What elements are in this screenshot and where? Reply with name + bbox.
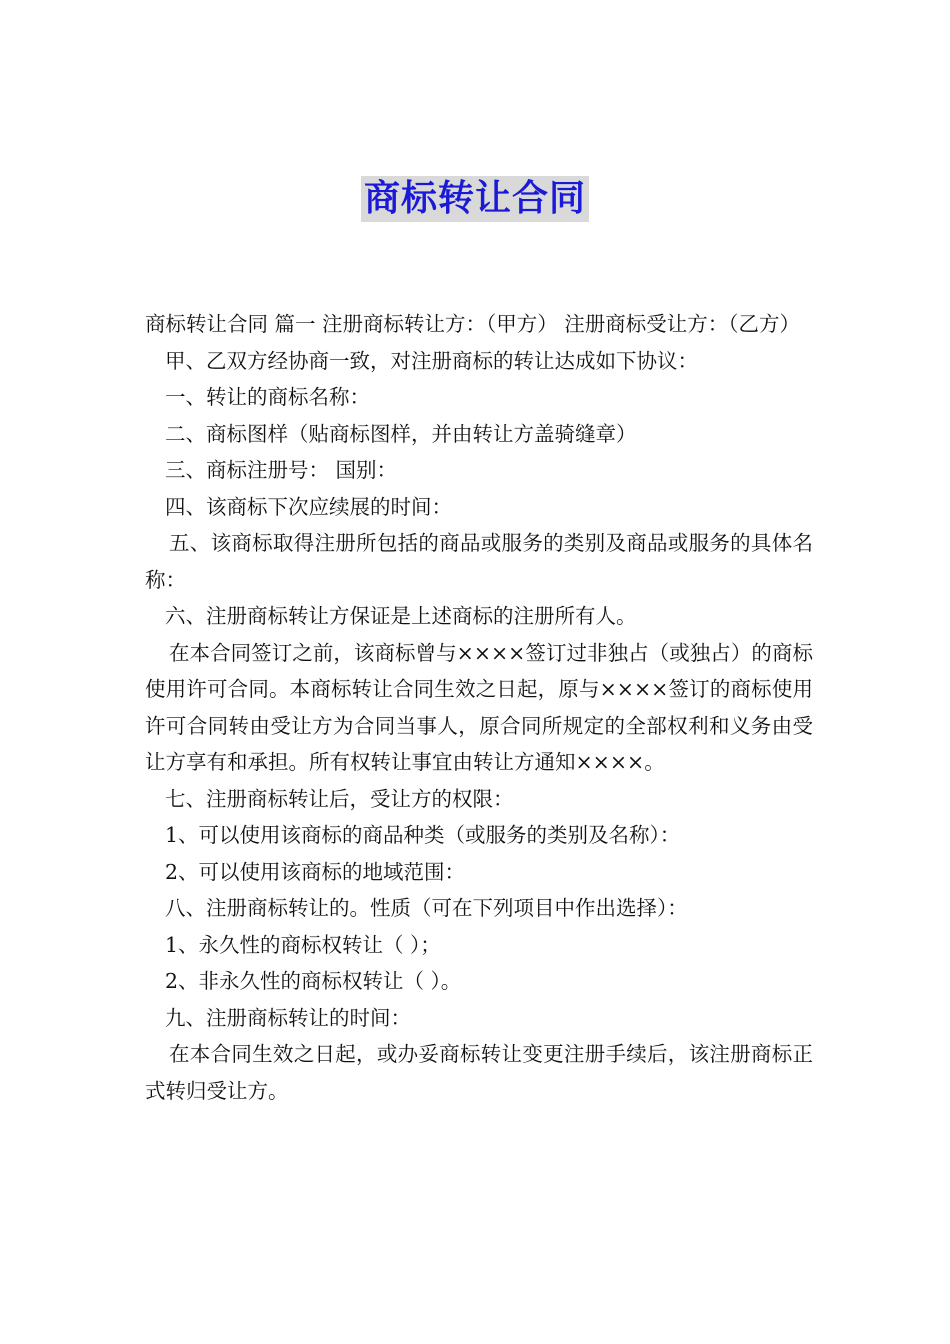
- clause-2: 二、商标图样（贴商标图样，并由转让方盖骑缝章）: [165, 421, 637, 446]
- clause-7-item-2: 2、可以使用该商标的地域范围：: [165, 859, 466, 884]
- clause-9: 九、注册商标转让的时间：: [165, 1005, 411, 1030]
- document-title: 商标转让合同: [361, 176, 589, 222]
- clause-7-item-1: 1、可以使用该商标的商品种类（或服务的类别及名称）：: [165, 823, 681, 847]
- clause-4: 四、该商标下次应续展的时间：: [165, 494, 452, 519]
- clause-5: 五、该商标取得注册所包括的商品或服务的类别及商品或服务的具体名称：: [145, 531, 813, 592]
- clause-8-item-1: 1、永久性的商标权转让（ ）；: [165, 932, 441, 957]
- clause-1: 一、转让的商标名称：: [165, 385, 370, 409]
- title-container: [0, 176, 950, 222]
- document-body: [145, 306, 813, 1109]
- paragraph-agreement: 甲、乙双方经协商一致，对注册商标的转让达成如下协议：: [165, 348, 698, 373]
- clause-8-item-2: 2、非永久性的商标权转让（ ）。: [165, 969, 462, 993]
- clause-6: 六、注册商标转让方保证是上述商标的注册所有人。: [165, 604, 637, 628]
- clause-6-detail: 在本合同签订之前，该商标曾与××××签订过非独占（或独占）的商标使用许可合同。本商标转让合同生效之日起，原与××××签订的商标使用许可合同转由受让方为合同当事人，原合同所规定的全部权利和义务由受让方享有和承担。所有权转让事宜由转让方通知××××。: [145, 640, 813, 774]
- clause-3: 三、商标注册号： 国别：: [165, 458, 398, 482]
- clause-7: 七、注册商标转让后，受让方的权限：: [165, 786, 514, 811]
- paragraph-intro: 商标转让合同 篇一 注册商标转让方：（甲方） 注册商标受让方：（乙方）: [145, 312, 801, 336]
- clause-9-detail: 在本合同生效之日起，或办妥商标转让变更注册手续后，该注册商标正式转归受让方。: [145, 1042, 813, 1103]
- clause-8: 八、注册商标转让的。性质（可在下列项目中作出选择）：: [165, 896, 688, 920]
